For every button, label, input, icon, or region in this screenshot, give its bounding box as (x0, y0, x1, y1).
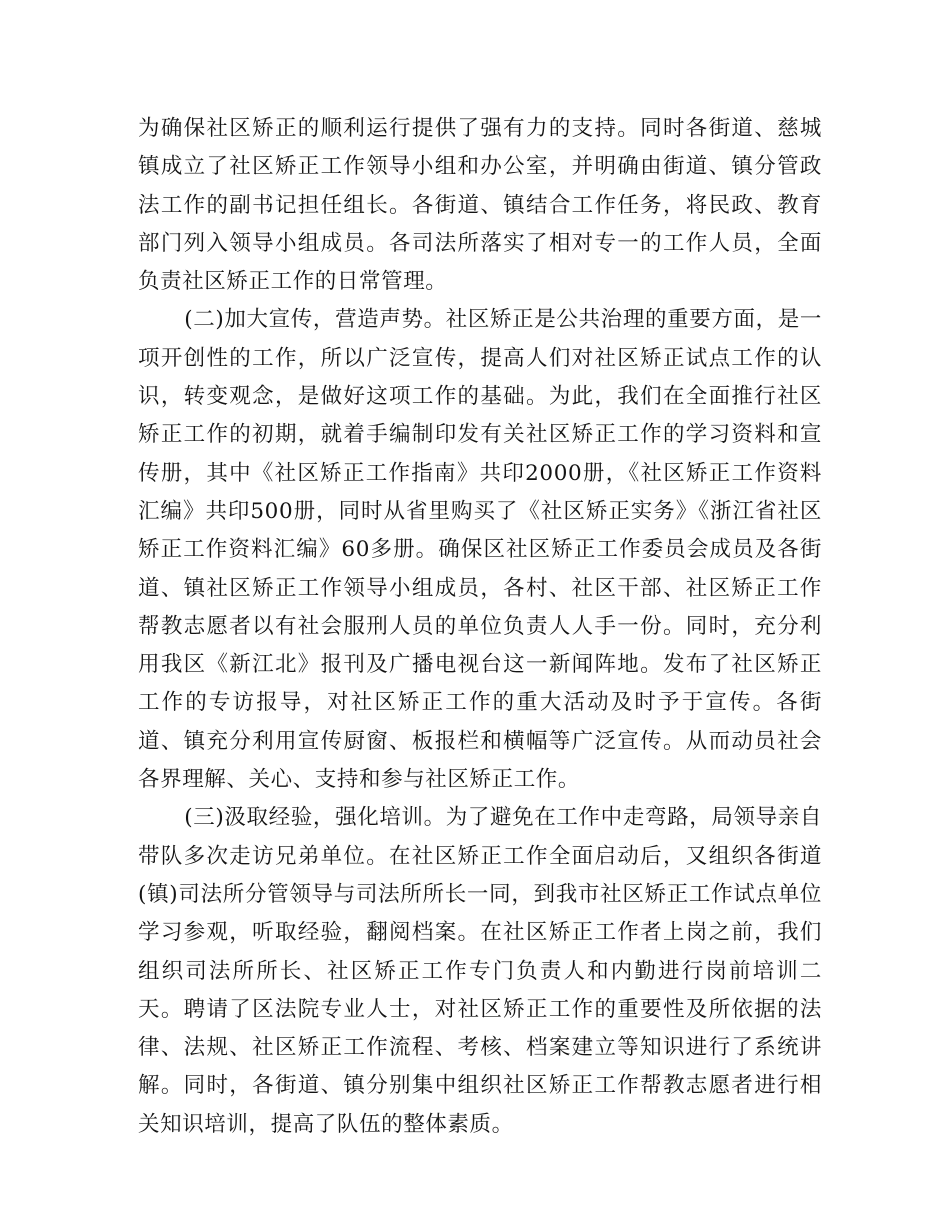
document-body (138, 110, 822, 1144)
paragraph-publicity: (二)加大宣传，营造声势。社区矫正是公共治理的重要方面，是一项开创性的工作，所以广泛宣传，提高人们对社区矫正试点工作的认识，转变观念，是做好这项工作的基础。为此，我们在全面推行社区矫正工作的初期，就着手编制印发有关社区矫正工作的学习资料和宣传册，其中《社区矫正工作指南》共印2000册，《社区矫正工作资料汇编》共印500册，同时从省里购买了《社区矫正实务》《浙江省社区矫正工作资料汇编》60多册。确保区社区矫正工作委员会成员及各街道、镇社区矫正工作领导小组成员，各村、社区干部、社区矫正工作帮教志愿者以有社会服刑人员的单位负责人人手一份。同时，充分利用我区《新江北》报刊及广播电视台这一新闻阵地。发布了社区矫正工作的专访报导，对社区矫正工作的重大活动及时予于宣传。各街道、镇充分利用宣传厨窗、板报栏和横幅等广泛宣传。从而动员社会各界理解、关心、支持和参与社区矫正工作。 (138, 307, 822, 793)
paragraph-continuation: 为确保社区矫正的顺利运行提供了强有力的支持。同时各街道、慈城镇成立了社区矫正工作领导小组和办公室，并明确由街道、镇分管政法工作的副书记担任组长。各街道、镇结合工作任务，将民政、教育部门列入领导小组成员。各司法所落实了相对专一的工作人员，全面负责社区矫正工作的日常管理。 (138, 116, 822, 295)
paragraph-training: (三)汲取经验，强化培训。为了避免在工作中走弯路，局领导亲自带队多次走访兄弟单位。在社区矫正工作全面启动后，又组织各街道(镇)司法所分管领导与司法所所长一同，到我市社区矫正工作试点单位学习参观，听取经验，翻阅档案。在社区矫正工作者上岗之前，我们组织司法所所长、社区矫正工作专门负责人和内勤进行岗前培训二天。聘请了区法院专业人士，对社区矫正工作的重要性及所依据的法律、法规、社区矫正工作流程、考核、档案建立等知识进行了系统讲解。同时，各街道、镇分别集中组织社区矫正工作帮教志愿者进行相关知识培训，提高了队伍的整体素质。 (138, 805, 822, 1137)
